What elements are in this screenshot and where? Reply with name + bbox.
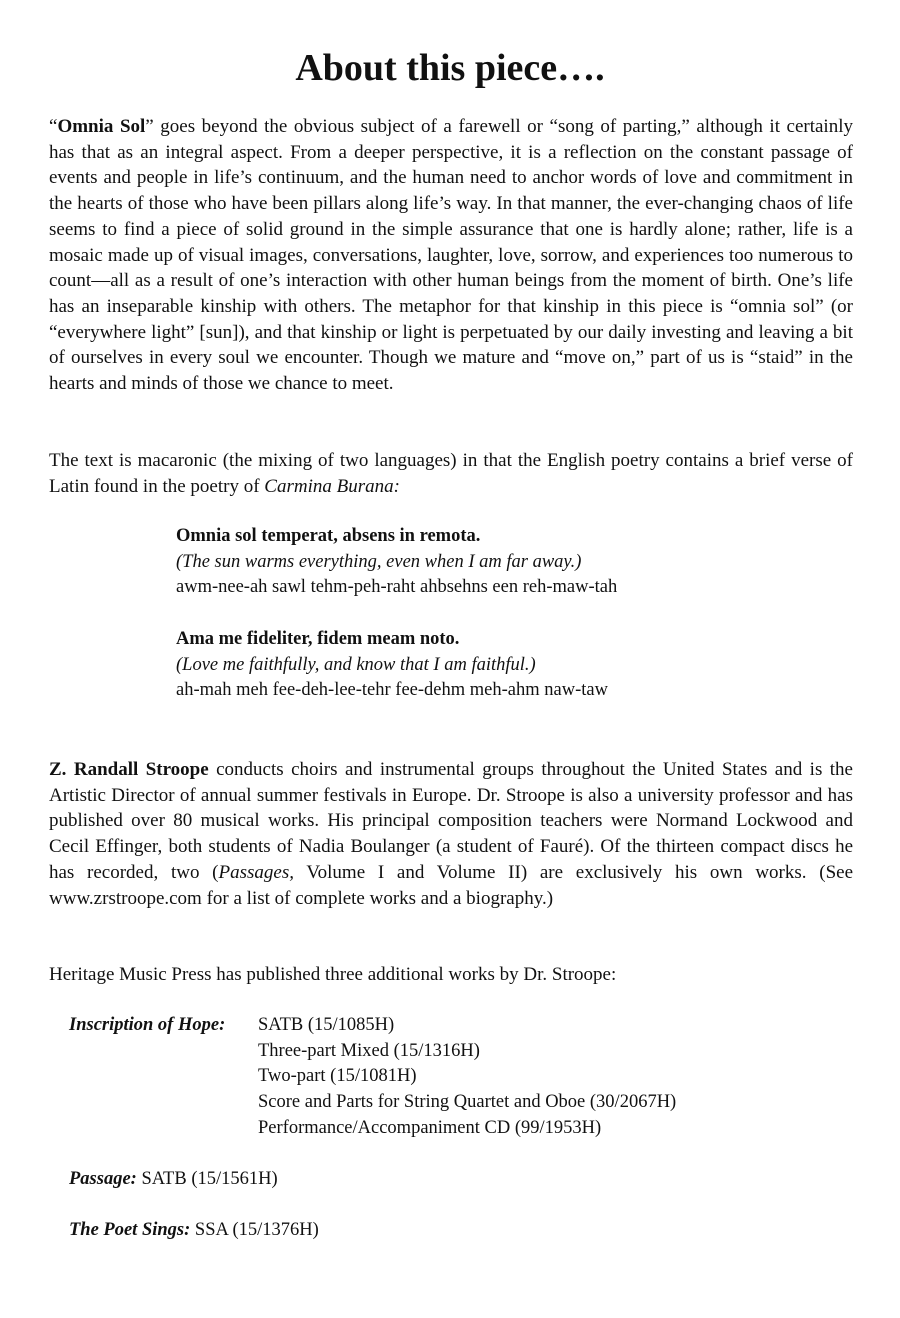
work-edition: Two-part (15/1081H) (258, 1066, 417, 1087)
intro-open-quote: “ (49, 116, 58, 137)
verse-translation: (The sun warms everything, even when I am far away.) (176, 551, 582, 572)
page-title: About this piece…. (295, 47, 605, 89)
bio-text-1: conducts choirs and instrumental groups throughout the United States and is the Artistic Director of annual summer festivals in Europe. Dr. Stroope is also a university professor and has published over 80 musical works. His principal composition teachers were Normand Lockwood and Cecil Effinger, both students of Nadia Boulanger (a student of Fauré). Of the thirteen compact discs he has recorded, two ( (49, 759, 853, 883)
work-edition: Score and Parts for String Quartet and Oboe (30/2067H) (258, 1092, 677, 1113)
heritage-intro: Heritage Music Press has published three additional works by Dr. Stroope: (49, 964, 617, 985)
verse-block (176, 524, 816, 601)
verse-pronunciation: ah-mah meh fee-deh-lee-tehr fee-dehm meh-ahm naw-taw (176, 680, 608, 701)
work-editions-list (258, 1013, 818, 1142)
intro-text: ” goes beyond the obvious subject of a farewell or “song of parting,” although it certainly has that as an integral aspect. From a deeper perspective, it is a reflection on the constant passage of events and people in life’s continuum, and the human need to anchor words of love and commitment in the hearts of those who have been pillars along life’s way. In that manner, the ever-changing chaos of life seems to find a piece of solid ground in the simple assurance that one is hardly alone; rather, life is a mosaic made up of visual images, conversations, laughter, love, sorrow, and experiences too numerous to count—all as a result of one’s interaction with other human beings from the moment of birth. One’s life has an inseparable kinship with others. The metaphor for that kinship in this piece is “omnia sol” (or “everywhere light” [sun]), and that kinship or light is perpetuated by our daily investing and leaving a bit of ourselves in every soul we encounter. Though we mature and “move on,” part of us is “staid” in the hearts and minds of those we chance to meet. (49, 116, 853, 395)
bio-album: Passages, (218, 861, 294, 883)
work-title: Inscription of Hope: (69, 1015, 226, 1035)
text-note-body: The text is macaronic (the mixing of two languages) in that the English poetry contains a brief verse of Latin found in the poetry of (49, 450, 853, 497)
verse-latin: Ama me fideliter, fidem meam noto. (176, 629, 460, 649)
verse-pronunciation: awm-nee-ah sawl tehm-peh-raht ahbsehns een reh-maw-tah (176, 577, 618, 598)
text-note-paragraph (49, 448, 853, 499)
work-edition: Performance/Accompaniment CD (99/1953H) (258, 1117, 602, 1138)
work-title: Passage: (69, 1169, 137, 1189)
work-edition: SATB (15/1085H) (258, 1015, 395, 1035)
work-passage (69, 1167, 278, 1193)
work-edition: Three-part Mixed (15/1316H) (258, 1040, 480, 1061)
verse-block (176, 627, 816, 704)
composer-name: Z. Randall Stroope (49, 759, 209, 780)
text-note-source: Carmina Burana: (264, 475, 400, 497)
bio-text-2: Volume I and Volume II) are exclusively his own works. (See www.zrstroope.com for a list of complete works and a biography.) (49, 861, 854, 909)
verse-latin: Omnia sol temperat, absens in remota. (176, 526, 481, 546)
work-the-poet-sings (69, 1218, 319, 1244)
intro-paragraph (49, 114, 853, 397)
work-edition: SATB (15/1561H) (141, 1169, 278, 1189)
composer-bio-paragraph (49, 757, 853, 911)
verse-translation: (Love me faithfully, and know that I am faithful.) (176, 654, 536, 675)
piece-name: Omnia Sol (57, 116, 146, 137)
work-title: The Poet Sings: (69, 1220, 191, 1240)
work-edition: SSA (15/1376H) (194, 1220, 319, 1240)
